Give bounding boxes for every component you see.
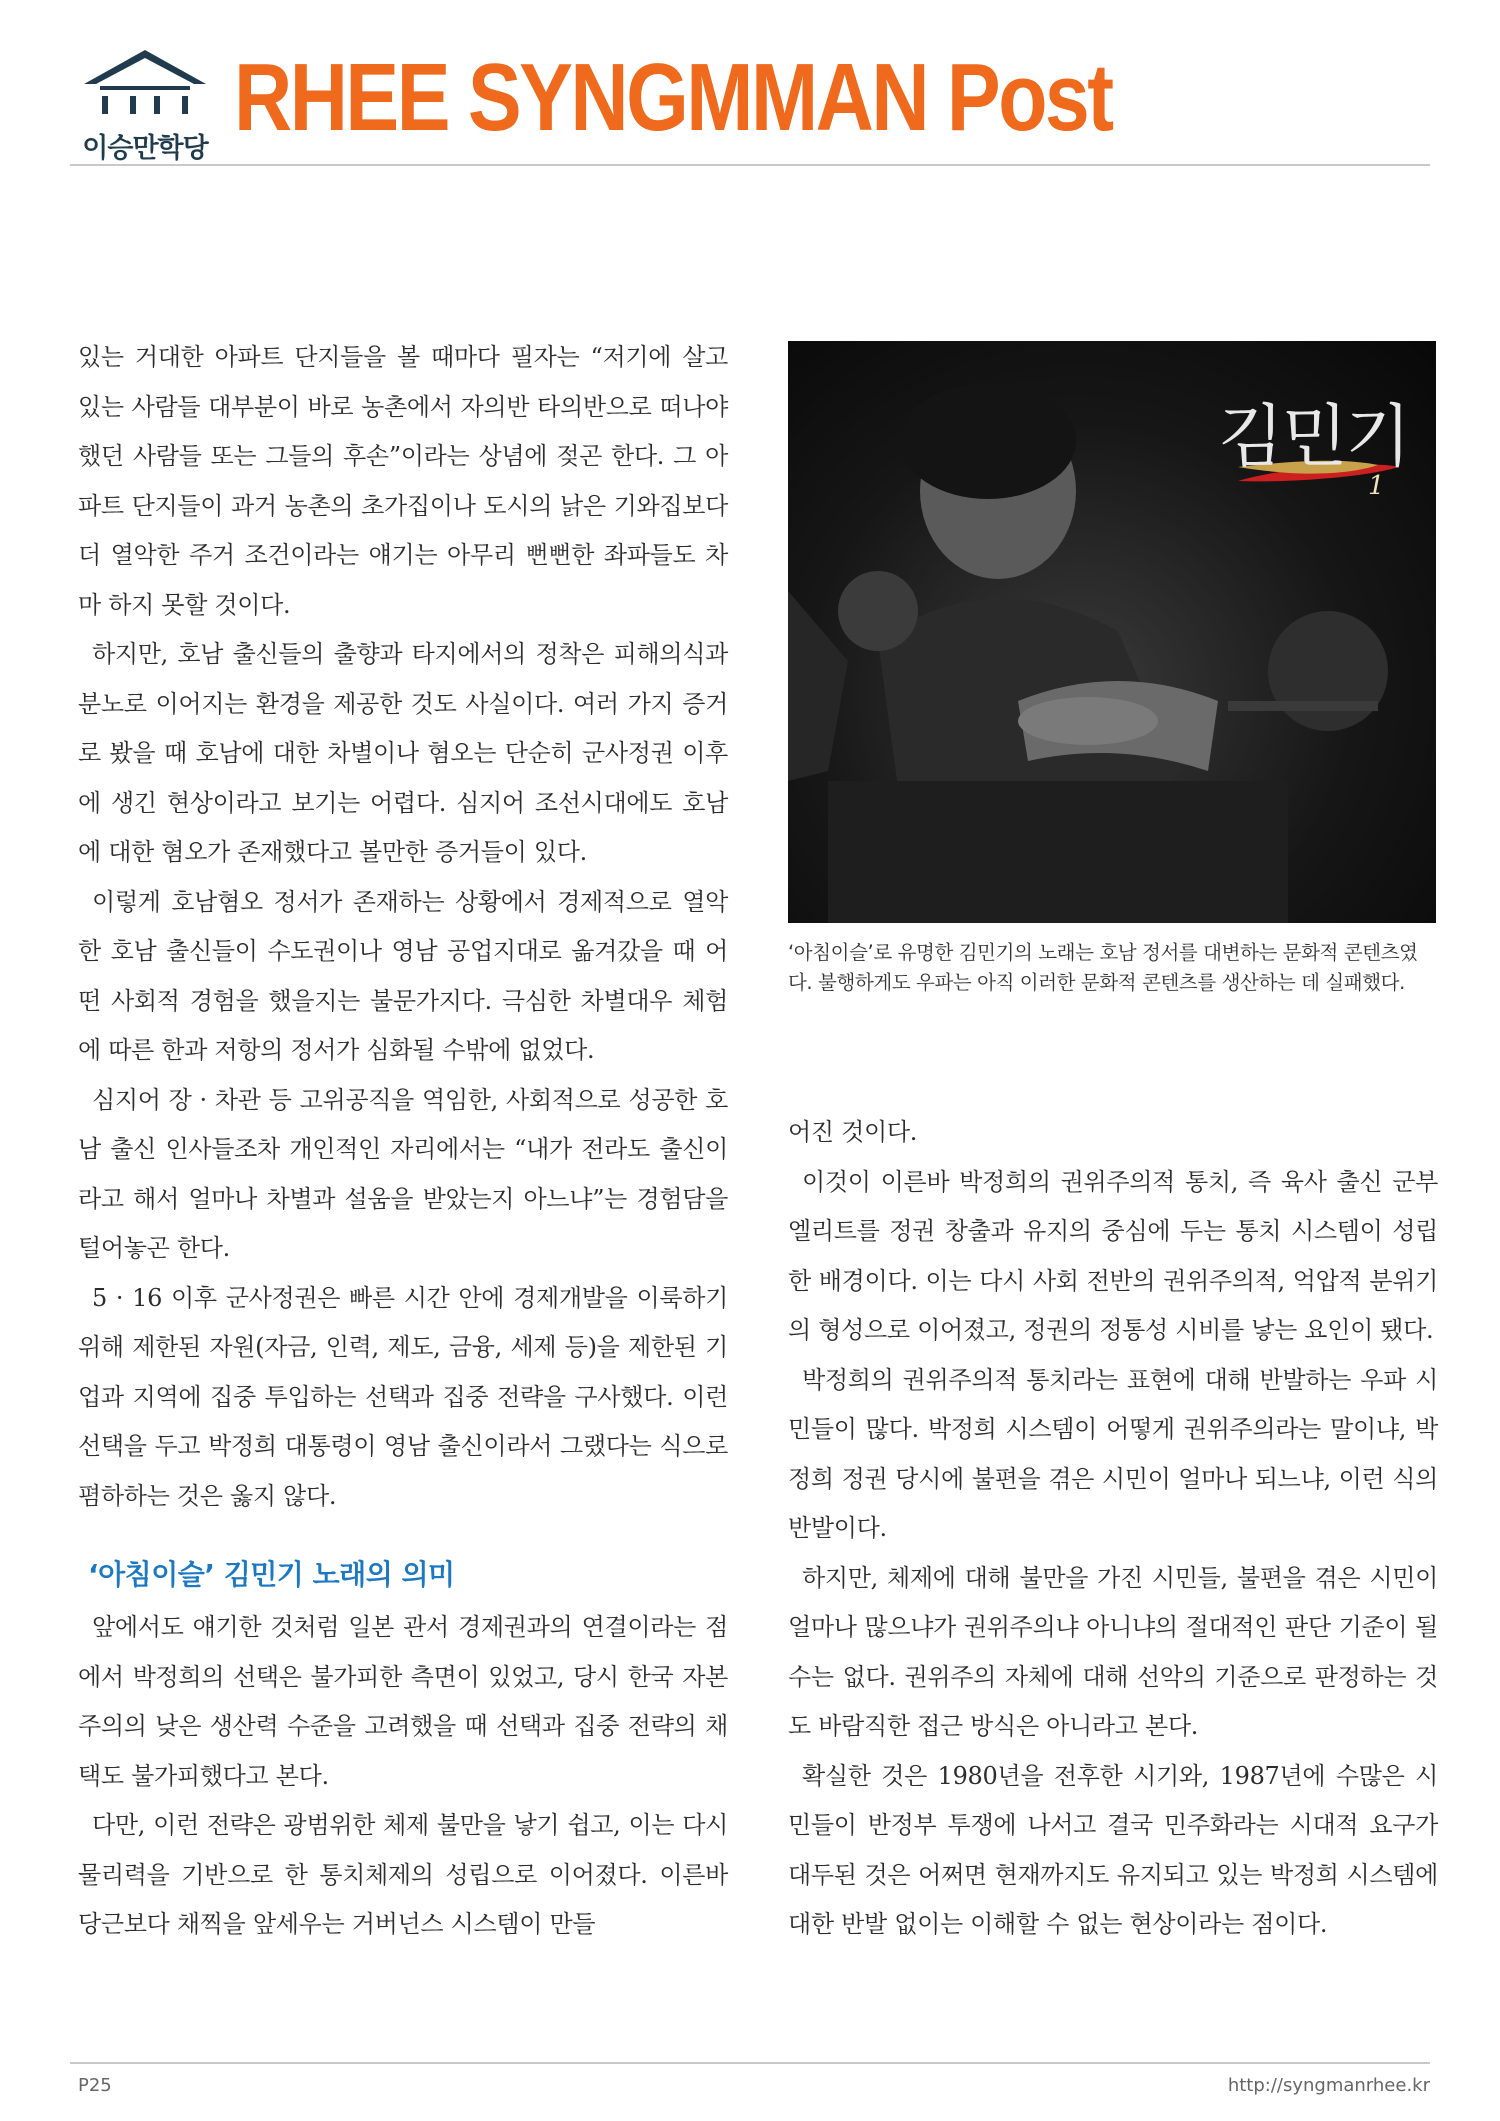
photo-caption: ‘아침이슬’로 유명한 김민기의 노래는 호남 정서를 대변하는 문화적 콘텐츠였다. 불행하게도 우파는 아직 이러한 문화적 콘텐츠를 생산하는 데 실패했다. bbox=[788, 941, 1418, 994]
paragraph: 하지만, 호남 출신들의 출향과 타지에서의 정착은 피해의식과 분노로 이어지는 환경을 제공한 것도 사실이다. 여러 가지 증거로 봤을 때 호남에 대한 차별이나 혐오는 단순히 군사정권 이후에 생긴 현상이라고 보기는 어렵다. 심지어 조선시대에도 호남에 대한 혐오가 존재했다고 볼만한 증거들이 있다. bbox=[78, 640, 728, 866]
page-number: P25 bbox=[78, 2075, 112, 2096]
paragraph: 이렇게 호남혐오 정서가 존재하는 상황에서 경제적으로 열악한 호남 출신들이 수도권이나 영남 공업지대로 옮겨갔을 때 어떤 사회적 경험을 했을지는 불문가지다. 극심한 차별대우 체험에 따른 한과 저항의 정서가 심화될 수밖에 없었다. bbox=[78, 887, 728, 1064]
logo-text: 이승만학당 bbox=[82, 133, 208, 164]
paragraph: 심지어 장 · 차관 등 고위공직을 역임한, 사회적으로 성공한 호남 출신 인사들조차 개인적인 자리에서는 “내가 전라도 출신이라고 해서 얼마나 차별과 설움을 받았는지 아느냐”는 경험담을 털어놓곤 한다. bbox=[78, 1085, 728, 1262]
section-subheading: ‘아침이슬’ 김민기 노래의 의미 bbox=[88, 1558, 455, 1591]
album-number: 1 bbox=[1368, 471, 1385, 501]
logo bbox=[70, 46, 220, 164]
album-photo bbox=[788, 341, 1436, 923]
brand-title: RHEE SYNGMMAN Post bbox=[234, 44, 1112, 151]
paragraph: 어진 것이다. bbox=[788, 1118, 918, 1146]
right-column bbox=[788, 1108, 1438, 1950]
paragraph: 박정희의 권위주의적 통치라는 표현에 대해 반발하는 우파 시민들이 많다. 박정희 시스템이 어떻게 권위주의라는 말이냐, 박정희 정권 당시에 불편을 겪은 시민이 얼마나 되느냐, 이런 식의 반발이다. bbox=[788, 1365, 1438, 1542]
paragraph: 앞에서도 얘기한 것처럼 일본 관서 경제권과의 연결이라는 점에서 박정희의 선택은 불가피한 측면이 있었고, 당시 한국 자본주의의 낮은 생산력 수준을 고려했을 때 선택과 집중 전략의 채택도 불가피했다고 본다. bbox=[78, 1613, 728, 1790]
paragraph: 있는 거대한 아파트 단지들을 볼 때마다 필자는 “저기에 살고 있는 사람들 대부분이 바로 농촌에서 자의반 타의반으로 떠나야 했던 사람들 또는 그들의 후손”이라는 상념에 젖곤 한다. 그 아파트 단지들이 과거 농촌의 초가집이나 도시의 낡은 기와집보다 더 열악한 주거 조건이라는 얘기는 아무리 뻔뻔한 좌파들도 차마 하지 못할 것이다. bbox=[78, 343, 728, 619]
left-column bbox=[78, 333, 728, 1950]
album-title: 김민기 bbox=[1218, 398, 1410, 477]
site-url-link[interactable]: http://syngmanrhee.kr bbox=[1227, 2075, 1430, 2096]
paragraph: 다만, 이런 전략은 광범위한 체제 불만을 낳기 쉽고, 이는 다시 물리력을 기반으로 한 통치체제의 성립으로 이어졌다. 이른바 당근보다 채찍을 앞세우는 거버넌스 시스템이 만들 bbox=[78, 1811, 728, 1938]
paragraph: 이것이 이른바 박정희의 권위주의적 통치, 즉 육사 출신 군부 엘리트를 정권 창출과 유지의 중심에 두는 통치 시스템이 성립한 배경이다. 이는 다시 사회 전반의 권위주의적, 억압적 분위기의 형성으로 이어졌고, 정권의 정통성 시비를 낳는 요인이 됐다. bbox=[788, 1167, 1438, 1344]
house-logo-icon bbox=[80, 46, 210, 126]
paragraph: 5 · 16 이후 군사정권은 빠른 시간 안에 경제개발을 이룩하기 위해 제한된 자원(자금, 인력, 제도, 금융, 세제 등)을 제한된 기업과 지역에 집중 투입하는 선택과 집중 전략을 구사했다. 이런 선택을 두고 박정희 대통령이 영남 출신이라서 그랬다는 식으로 폄하하는 것은 옳지 않다. bbox=[78, 1283, 728, 1510]
paragraph: 확실한 것은 1980년을 전후한 시기와, 1987년에 수많은 시민들이 반정부 투쟁에 나서고 결국 민주화라는 시대적 요구가 대두된 것은 어쩌면 현재까지도 유지되고 있는 박정희 시스템에 대한 반발 없이는 이해할 수 없는 현상이라는 점이다. bbox=[788, 1761, 1438, 1938]
paragraph: 하지만, 체제에 대해 불만을 가진 시민들, 불편을 겪은 시민이 얼마나 많으냐가 권위주의냐 아니냐의 절대적인 판단 기준이 될 수는 없다. 권위주의 자체에 대해 선악의 기준으로 판정하는 것도 바람직한 접근 방식은 아니라고 본다. bbox=[788, 1563, 1438, 1740]
footer-divider bbox=[70, 2062, 1430, 2064]
header-divider bbox=[70, 164, 1430, 166]
masthead bbox=[70, 40, 1430, 170]
